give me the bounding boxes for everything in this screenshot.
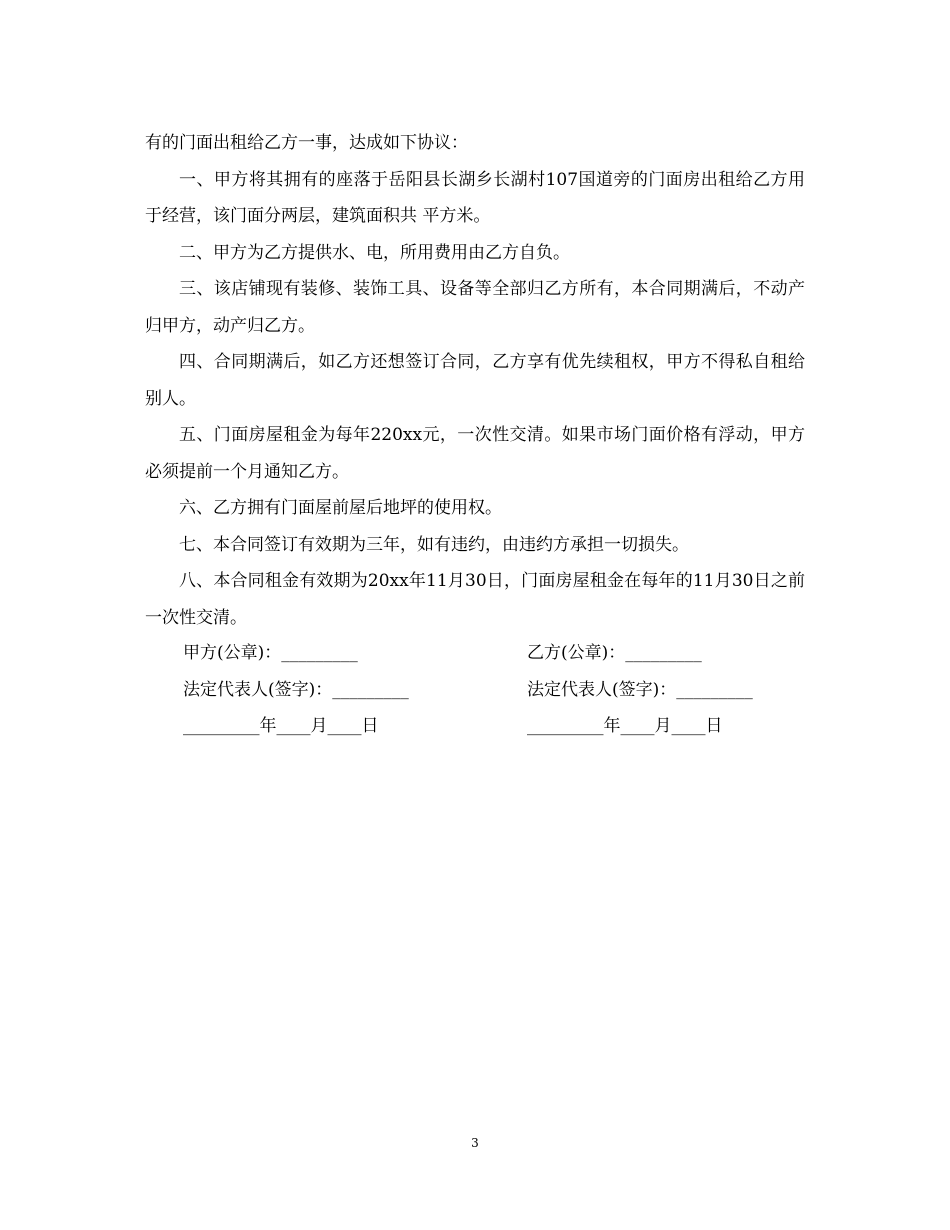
contract-paragraph-intro: 有的门面出租给乙方一事，达成如下协议： <box>145 133 468 153</box>
party-b-seal-line: 乙方(公章)：_________ <box>527 643 702 663</box>
party-b-date-line: _________年____月____日 <box>527 716 723 736</box>
signature-row-seal <box>183 635 803 672</box>
contract-clause-8: 八、本合同租金有效期为20xx年11月30日，门面房屋租金在每年的11月30日之前一次性交清。 <box>145 571 805 628</box>
party-b-representative-line: 法定代表人(签字)：_________ <box>527 679 753 700</box>
page-number: 3 <box>471 1136 479 1150</box>
party-a-date-line: _________年____月____日 <box>183 716 379 736</box>
contract-clause-1: 一、甲方将其拥有的座落于岳阳县长湖乡长湖村107国道旁的门面房出租给乙方用于经营，该门面分两层，建筑面积共 平方米。 <box>145 169 805 226</box>
contract-clause-5: 五、门面房屋租金为每年220xx元，一次性交清。如果市场门面价格有浮动，甲方必须提前一个月通知乙方。 <box>145 425 805 482</box>
contract-clause-3: 三、该店铺现有装修、装饰工具、设备等全部归乙方所有，本合同期满后，不动产归甲方，动产归乙方。 <box>145 279 805 336</box>
contract-clause-2: 二、甲方为乙方提供水、电，所用费用由乙方自负。 <box>179 242 570 263</box>
contract-clause-4: 四、合同期满后，如乙方还想签订合同，乙方享有优先续租权，甲方不得私自租给别人。 <box>145 352 805 409</box>
contract-body <box>145 125 805 636</box>
signature-row-date <box>183 708 803 745</box>
party-a-seal-line: 甲方(公章)：_________ <box>183 643 358 663</box>
contract-clause-7: 七、本合同签订有效期为三年，如有违约，由违约方承担一切损失。 <box>179 534 689 555</box>
contract-clause-6: 六、乙方拥有门面屋前屋后地坪的使用权。 <box>179 498 502 518</box>
signature-block <box>183 635 803 745</box>
signature-row-representative <box>183 672 803 709</box>
party-a-representative-line: 法定代表人(签字)：_________ <box>183 679 409 700</box>
